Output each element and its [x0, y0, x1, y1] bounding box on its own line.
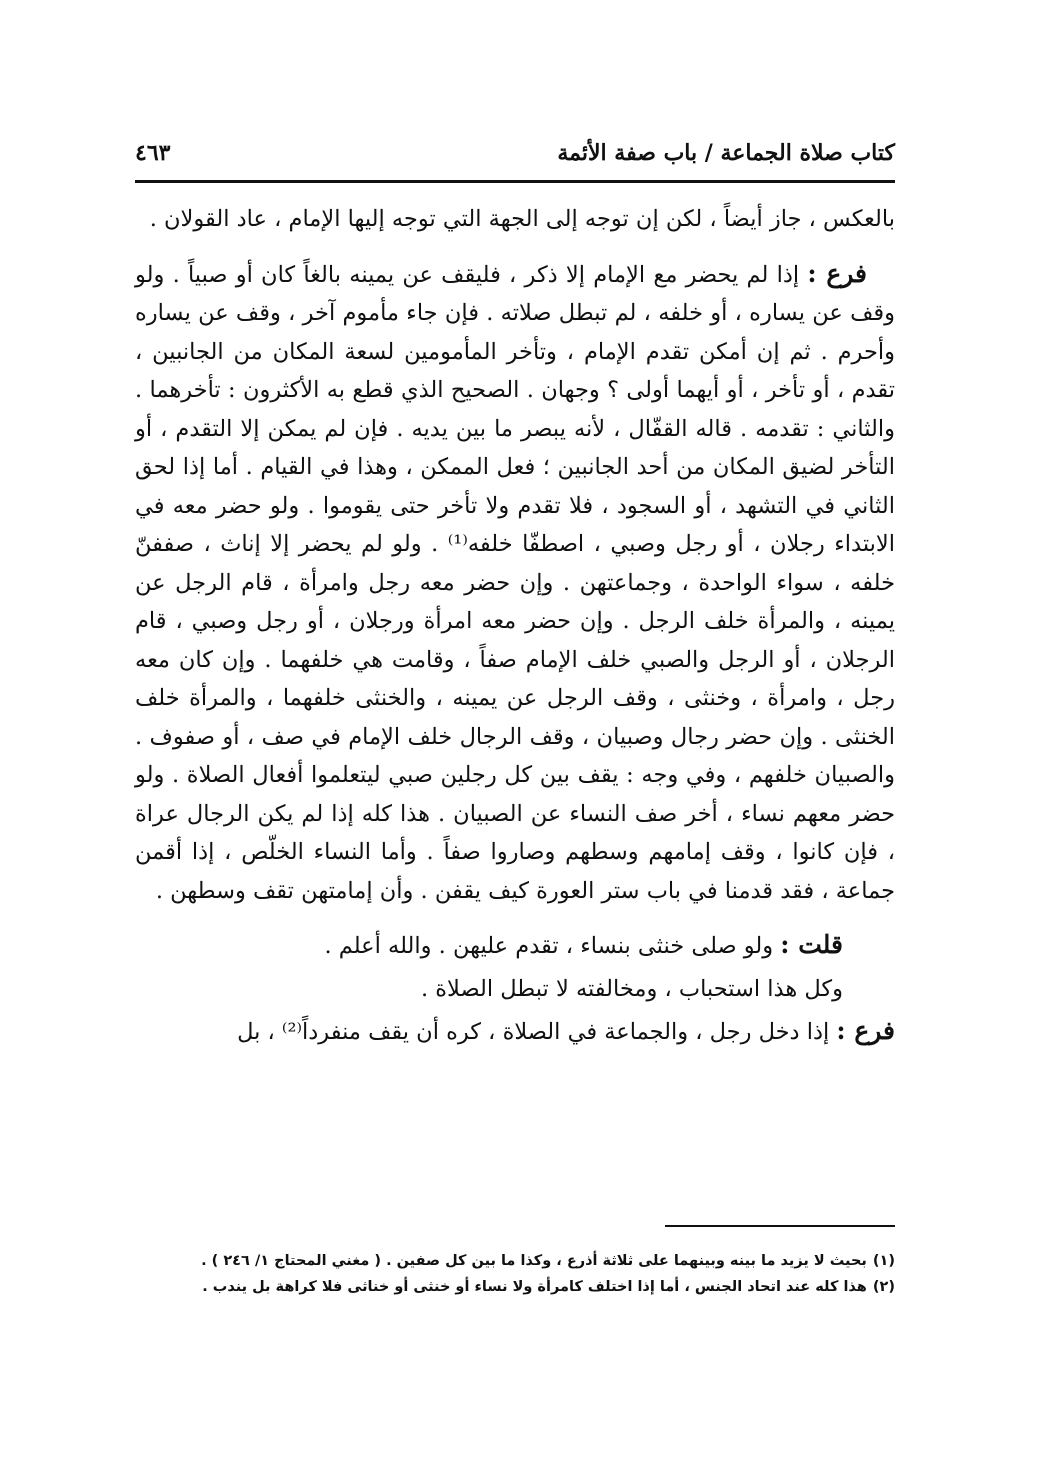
paragraph [135, 926, 895, 966]
footnote-text: بحيث لا يزيد ما بينه وبينهما على ثلاثة أذرع ، وكذا ما بين كل صفين . ( مغني المحتاج ١/ ٢٤٦ ) . [201, 1253, 867, 1269]
paragraph-text: إذا دخل رجل ، والجماعة في الصلاة ، كره أن يقف منفرداً⁽²⁾ ، بل [237, 1019, 837, 1045]
footnote-text: هذا كله عند اتحاد الجنس ، أما إذا اختلف كامرأة ولا نساء أو خنثى أو خناثى فلا كراهة بل يندب . [202, 1279, 867, 1295]
paragraph [135, 200, 895, 239]
paragraph-text: ولو صلى خنثى بنساء ، تقدم عليهن . والله أعلم . [324, 933, 781, 959]
main-text [135, 200, 895, 1068]
page-number: ٤٦٣ [135, 140, 171, 166]
paragraph-text: بالعكس ، جاز أيضاً ، لكن إن توجه إلى الجهة التي توجه إليها الإمام ، عاد القولان . [149, 206, 895, 232]
paragraph-keyword: فرع : [836, 1016, 895, 1045]
footnote-divider [665, 1225, 895, 1227]
chapter-title: كتاب صلاة الجماعة / باب صفة الأئمة [557, 140, 895, 166]
paragraph-keyword: قلت : [780, 930, 843, 959]
footnotes [135, 1248, 895, 1300]
footnote-number: (٢) [872, 1279, 895, 1295]
paragraph-keyword: فرع : [807, 258, 868, 288]
running-header [135, 140, 895, 180]
paragraph [135, 1012, 895, 1052]
footnote-number: (١) [872, 1253, 895, 1269]
header-divider [135, 180, 895, 183]
paragraph [135, 970, 895, 1009]
paragraph [135, 255, 895, 911]
footnote [135, 1274, 895, 1300]
footnote [135, 1248, 895, 1274]
paragraph-text: إذا لم يحضر مع الإمام إلا ذكر ، فليقف عن يمينه بالغاً كان أو صبياً . ولو وقف عن يساره ، أو خلفه ، لم تبطل صلاته . فإن جاء مأموم آخر ، وقف عن يساره وأحرم . ثم إن أمكن تقدم الإمام ، وتأخر المأمومين لسعة المكان من الجانبين ، تقدم ، أو تأخر ، أو أيهما أولى ؟ وجهان . الصحيح الذي قطع به الأكثرون : تأخرهما . والثاني : تقدمه . قاله القفّال ، لأنه يبصر ما بين يديه . فإن لم يمكن إلا التقدم ، أو التأخر لضيق المكان من أحد الجانبين ؛ فعل الممكن ، وهذا في القيام . أما إذا لحق الثاني في التشهد ، أو السجود ، فلا تقدم ولا تأخر حتى يقوموا . ولو حضر معه في الابتداء رجلان ، أو رجل وصبي ، اصطفّا خلفه⁽¹⁾ . ولو لم يحضر إلا إناث ، صففنّ خلفه ، سواء الواحدة ، وجماعتهن . وإن حضر معه رجل وامرأة ، قام الرجل عن يمينه ، والمرأة خلف الرجل . وإن حضر معه امرأة ورجلان ، أو رجل وصبي ، قام الرجلان ، أو الرجل والصبي خلف الإمام صفاً ، وقامت هي خلفهما . وإن كان معه رجل ، وامرأة ، وخنثى ، وقف الرجل عن يمينه ، والخنثى خلفهما ، والمرأة خلف الخنثى . وإن حضر رجال وصبيان ، وقف الرجال خلف الإمام في صف ، أو صفوف . والصبيان خلفهم ، وفي وجه : يقف بين كل رجلين صبي ليتعلموا أفعال الصلاة . ولو حضر معهم نساء ، أخر صف النساء عن الصبيان . هذا كله إذا لم يكن الرجال عراة ، فإن كانوا ، وقف إمامهم وسطهم وصاروا صفاً . وأما النساء الخلّص ، إذا أقمن جماعة ، فقد قدمنا في باب ستر العورة كيف يقفن . وأن إمامتهن تقف وسطهن . [135, 261, 895, 904]
paragraph-text: وكل هذا استحباب ، ومخالفته لا تبطل الصلاة . [420, 975, 843, 1002]
